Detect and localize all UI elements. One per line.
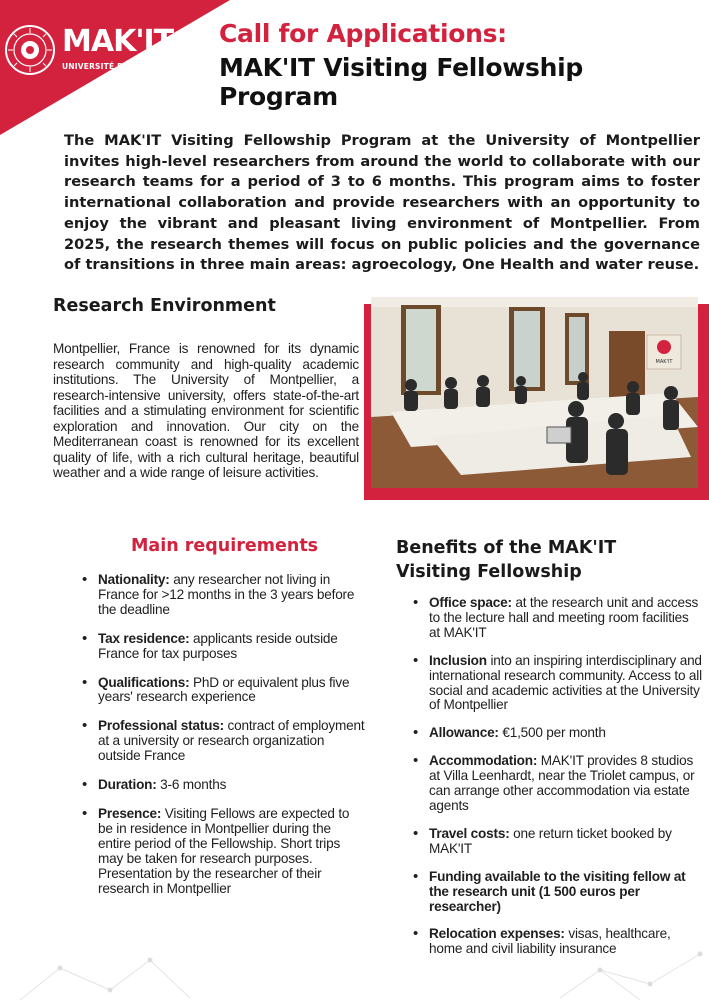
list-item: • Travel costs: one return ticket booked by MAK'IT xyxy=(413,827,703,857)
research-environment-heading: Research Environment xyxy=(53,296,276,316)
list-item: • Accommodation: MAK'IT provides 8 studios at Villa Leenhardt, near the Triolet campus, or can arrange other accommodation via estate agents xyxy=(413,754,703,814)
benefits-heading: Benefits of the MAK'IT Visiting Fellowship xyxy=(396,538,617,582)
benefits-list xyxy=(413,596,703,970)
meeting-room-photo xyxy=(371,297,698,488)
makit-logo: MAK'IT xyxy=(62,24,174,59)
list-item: • Relocation expenses: visas, healthcare, home and civil liability insurance xyxy=(413,927,703,957)
list-item: • Professional status: contract of employment at a university or research organization outside France xyxy=(82,719,367,764)
research-environment-text: Montpellier, France is renowned for its dynamic research community and high-quality academic institutions. The University of Montpellier, a research-intensive university, offers state-of-the-art facilities and a stimulating environment for scientific exploration and innovation. Our city on the Mediterranean coast is renowned for its excellent quality of life, with a rich cultural heritage, beautiful weather and a wide range of leisure activities. xyxy=(53,341,359,480)
list-item: • Office space: at the research unit and access to the lecture hall and meeting room facilities at MAK'IT xyxy=(413,596,703,641)
page-title-line2: MAK'IT Visiting Fellowship Program xyxy=(219,53,583,111)
list-item: • Tax residence: applicants reside outside France for tax purposes xyxy=(82,632,367,662)
list-item: • Nationality: any researcher not living in France for >12 months in the 3 years before the deadline xyxy=(82,573,367,618)
list-item: • Allowance: €1,500 per month xyxy=(413,726,703,741)
list-item: • Duration: 3-6 months xyxy=(82,778,367,793)
decorative-network-pattern xyxy=(0,940,709,1000)
requirements-list xyxy=(82,573,367,910)
svg-text:MAK'IT: MAK'IT xyxy=(655,359,673,365)
intro-paragraph: The MAK'IT Visiting Fellowship Program at the University of Montpellier invites high-level researchers from around the world to collaborate with our research teams for a period of 3 to 6 months. This program aims to foster international collaboration and provide researchers with an opportunity to enjoy the vibrant and pleasant living environment of Montpellier. From 2025, the research themes will focus on public policies and the governance of transitions in three main areas: agroecology, One Health and water reuse. xyxy=(64,132,700,274)
university-seal-icon xyxy=(4,24,56,76)
list-item: • Qualifications: PhD or equivalent plus five years' research experience xyxy=(82,676,367,706)
list-item: • Inclusion into an inspiring interdisciplinary and international research community. Access to all social and academic activities at the University of Montpellier xyxy=(413,654,703,714)
list-item: • Funding available to the visiting fellow at the research unit (1 500 euros per researcher) xyxy=(413,870,703,915)
requirements-heading: Main requirements xyxy=(131,536,319,556)
page-title-line1: Call for Applications: xyxy=(219,19,507,48)
university-name: UNIVERSITÉ DE MONTPELLIER xyxy=(62,62,193,71)
list-item: • Presence: Visiting Fellows are expected to be in residence in Montpellier during the entire period of the Fellowship. Short trips may be taken for research purposes. Presentation by the researcher of their research in Montpellier xyxy=(82,807,367,896)
